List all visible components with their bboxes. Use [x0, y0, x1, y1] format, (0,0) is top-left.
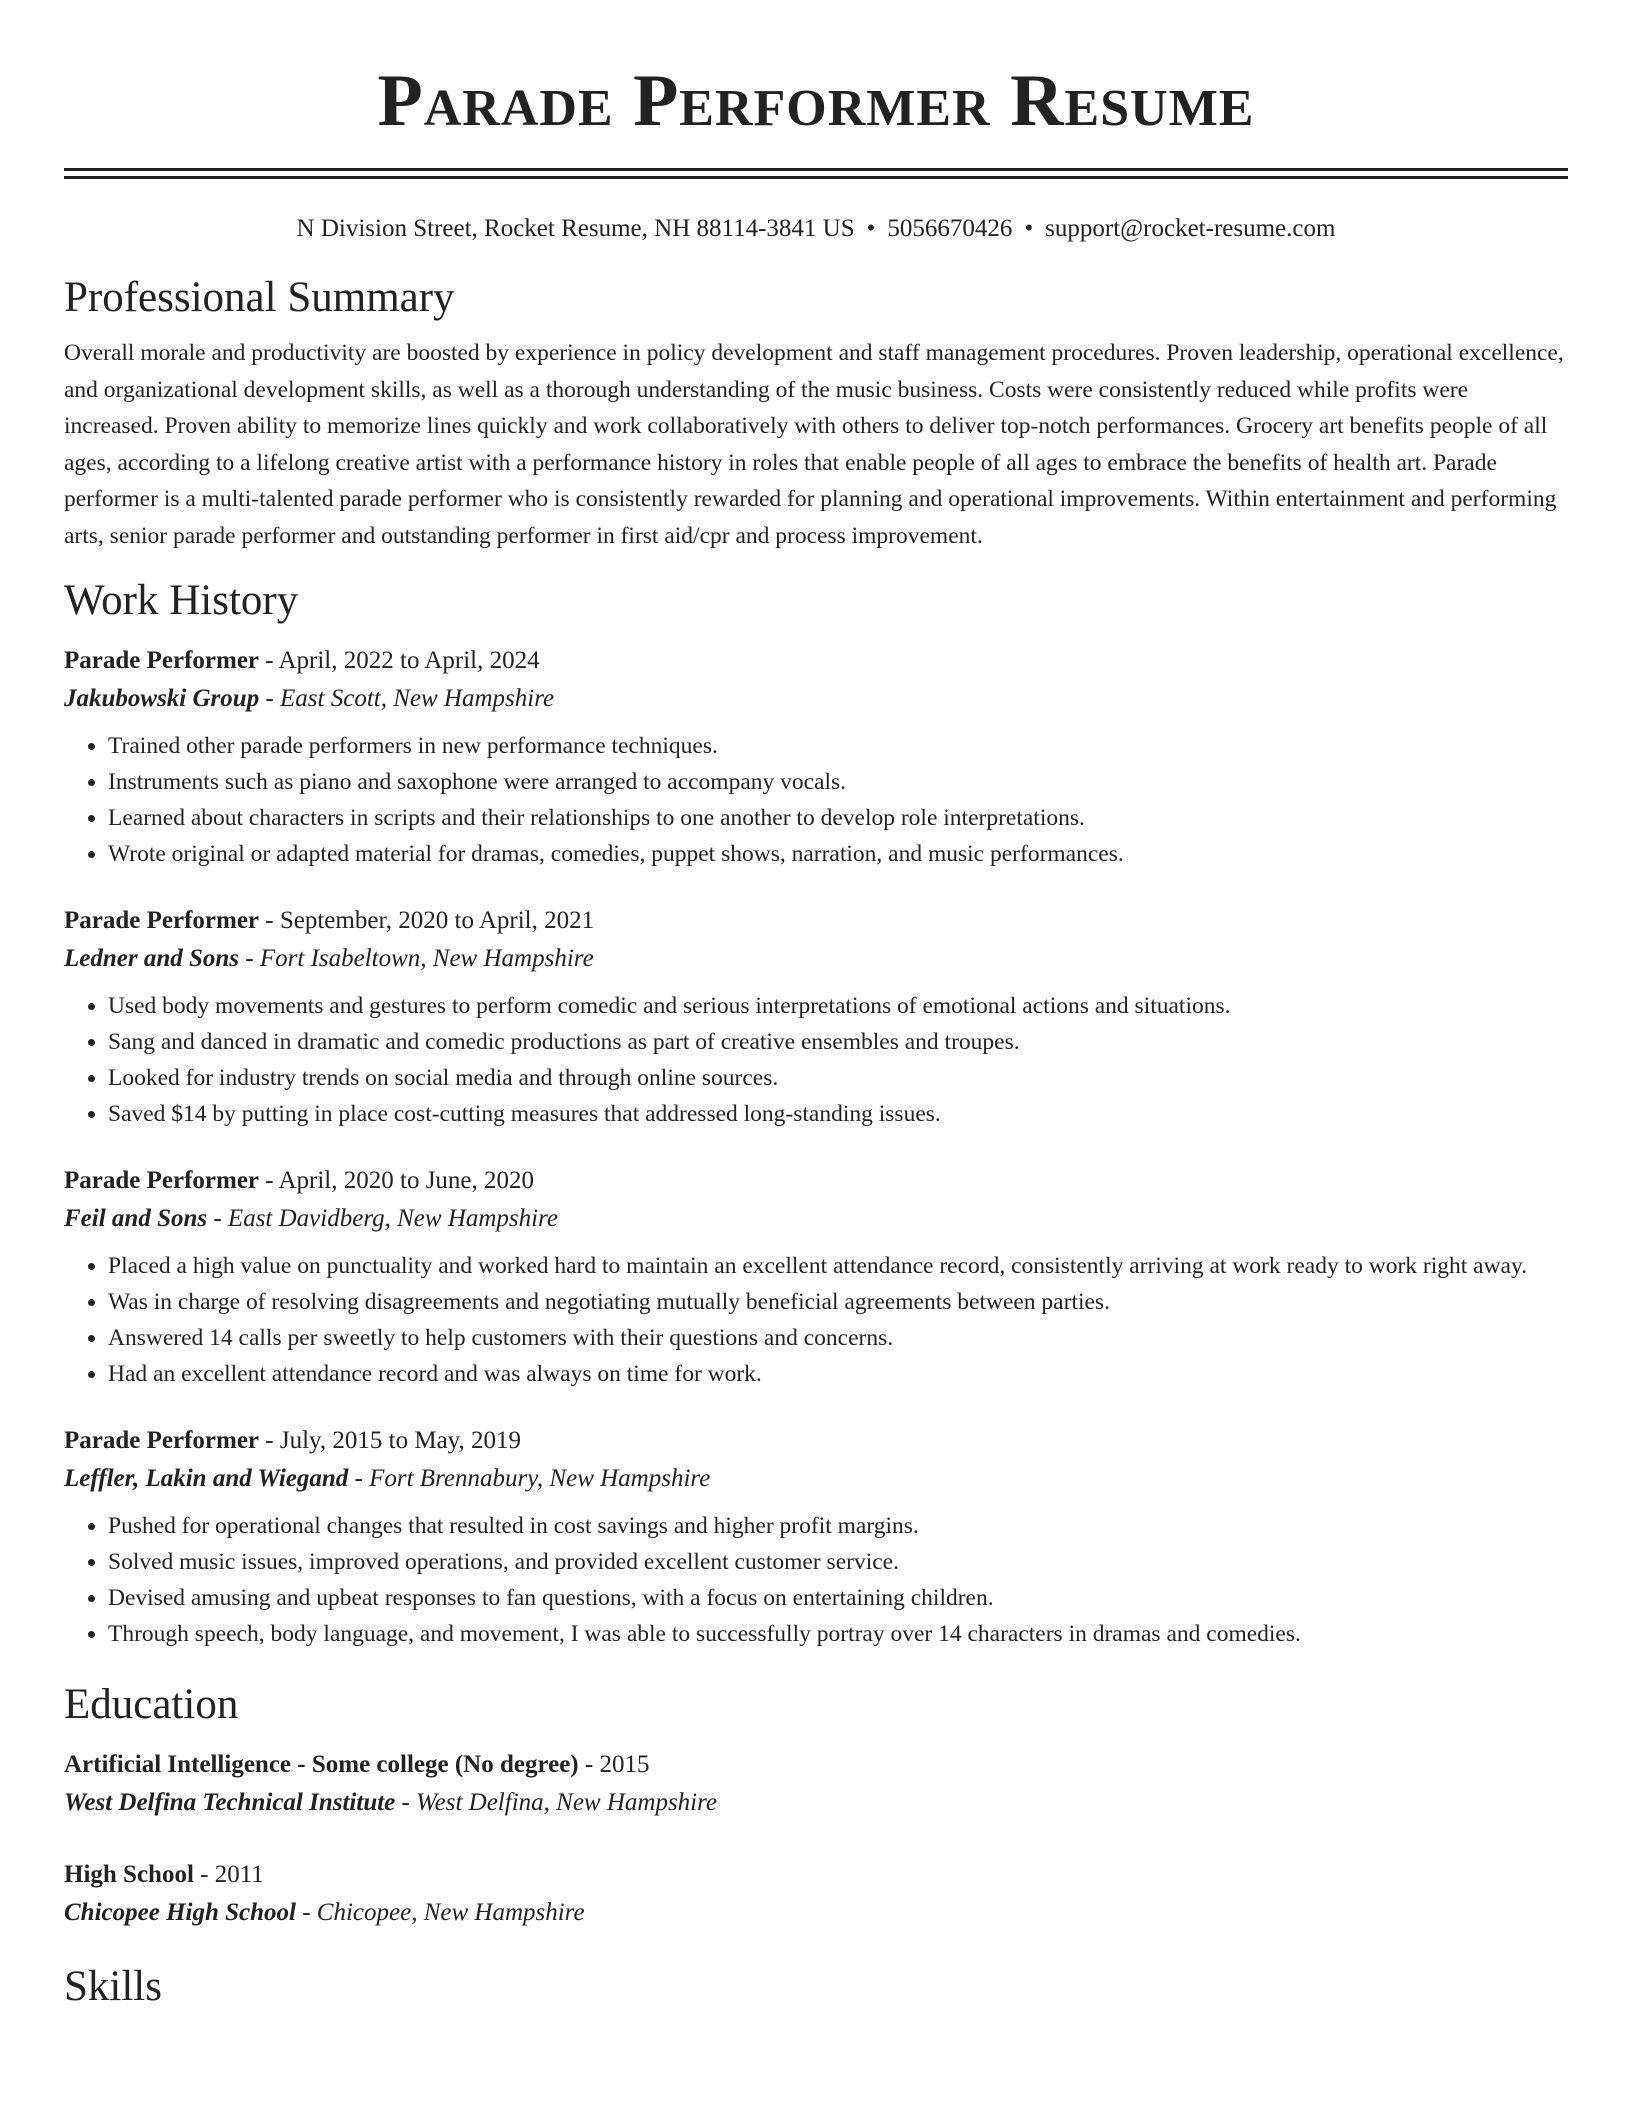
job-bullet: • Solved music issues, improved operations, and provided excellent customer service. [108, 1544, 1568, 1580]
job-bullets [64, 1248, 1568, 1392]
job-title-line [64, 902, 1568, 940]
job-bullet: • Answered 14 calls per sweetly to help customers with their questions and concerns. [108, 1320, 1568, 1356]
job-company-line [64, 1460, 1568, 1498]
job-title: Parade Performer [64, 647, 260, 674]
education-school: Chicopee High School [64, 1899, 296, 1926]
job-title-line [64, 642, 1568, 680]
education-degree: High School [64, 1861, 194, 1888]
education-entry [64, 1856, 1568, 1932]
job-company: Jakubowski Group [64, 685, 260, 712]
education-degree-line [64, 1856, 1568, 1894]
job-dates: - April, 2022 to April, 2024 [259, 647, 540, 674]
job-entry [64, 1422, 1568, 1652]
job-location: - East Davidberg, New Hampshire [207, 1205, 559, 1232]
job-bullet: • Had an excellent attendance record and was always on time for work. [108, 1356, 1568, 1392]
job-bullets [64, 1508, 1568, 1652]
summary-text: Overall morale and productivity are boosted by experience in policy development and staff management procedures. Proven leadership, operational excellence, and organizational development skills, as well as a thorough understanding of the music business. Costs were consistently reduced while profits were increased. Proven ability to memorize lines quickly and work collaboratively with others to deliver top-notch performances. Grocery art benefits people of all ages, according to a lifelong creative artist with a performance history in roles that enable people of all ages to embrace the benefits of health art. Parade performer is a multi-talented parade performer who is consistently rewarded for planning and operational improvements. Within entertainment and performing arts, senior parade performer and outstanding performer in first aid/cpr and process improvement. [64, 340, 1564, 549]
education-heading: Education [64, 1681, 239, 1728]
job-bullet: • Placed a high value on punctuality and worked hard to maintain an excellent attendance record, consistently arriving at work ready to work right away. [108, 1248, 1568, 1284]
job-company: Leffler, Lakin and Wiegand [64, 1465, 349, 1492]
education-year: - 2011 [193, 1861, 264, 1888]
job-dates: - April, 2020 to June, 2020 [259, 1167, 535, 1194]
job-bullet: • Saved $14 by putting in place cost-cutting measures that addressed long-standing issues. [108, 1096, 1568, 1132]
education-location: - Chicopee, New Hampshire [295, 1899, 585, 1926]
education-entry [64, 1746, 1568, 1822]
education-location: - West Delfina, New Hampshire [395, 1789, 718, 1816]
job-entry [64, 642, 1568, 872]
education-degree: Artificial Intelligence - Some college (No degree) [64, 1751, 579, 1778]
job-location: - Fort Brennabury, New Hampshire [348, 1465, 711, 1492]
job-bullet: • Instruments such as piano and saxophone were arranged to accompany vocals. [108, 764, 1568, 800]
job-company-line [64, 1200, 1568, 1238]
work-history-list [64, 642, 1568, 1652]
title-divider [64, 168, 1568, 179]
job-entry [64, 902, 1568, 1132]
education-degree-line [64, 1746, 1568, 1784]
job-company: Ledner and Sons [64, 945, 240, 972]
job-location: - East Scott, New Hampshire [259, 685, 555, 712]
job-title: Parade Performer [64, 907, 260, 934]
work-history-heading: Work History [64, 577, 299, 624]
contact-line [64, 213, 1568, 245]
job-title: Parade Performer [64, 1167, 260, 1194]
education-school-line [64, 1894, 1568, 1932]
job-dates: - September, 2020 to April, 2021 [259, 907, 595, 934]
job-company: Feil and Sons [64, 1205, 208, 1232]
job-title-line [64, 1422, 1568, 1460]
job-bullet: • Used body movements and gestures to perform comedic and serious interpretations of emotional actions and situations. [108, 988, 1568, 1024]
summary-heading: Professional Summary [64, 274, 455, 321]
contact-phone: 5056670426 [887, 215, 1013, 242]
contact-email[interactable]: support@rocket-resume.com [1045, 215, 1336, 242]
job-bullet: • Devised amusing and upbeat responses to fan questions, with a focus on entertaining children. [108, 1580, 1568, 1616]
contact-address: N Division Street, Rocket Resume, NH 88114-3841 US [296, 215, 855, 242]
job-bullet: • Pushed for operational changes that resulted in cost savings and higher profit margins. [108, 1508, 1568, 1544]
job-company-line [64, 680, 1568, 718]
job-bullets [64, 988, 1568, 1132]
job-bullet: • Was in charge of resolving disagreements and negotiating mutually beneficial agreements between parties. [108, 1284, 1568, 1320]
education-school: West Delfina Technical Institute [64, 1789, 396, 1816]
contact-separator: • [1024, 215, 1034, 242]
job-title: Parade Performer [64, 1427, 260, 1454]
education-year: - 2015 [578, 1751, 650, 1778]
contact-separator: • [866, 215, 876, 242]
job-bullet: • Sang and danced in dramatic and comedic productions as part of creative ensembles and troupes. [108, 1024, 1568, 1060]
job-bullet: • Wrote original or adapted material for dramas, comedies, puppet shows, narration, and music performances. [108, 836, 1568, 872]
job-entry [64, 1162, 1568, 1392]
job-bullets [64, 728, 1568, 872]
job-title-line [64, 1162, 1568, 1200]
skills-heading: Skills [64, 1963, 162, 2010]
job-bullet: • Looked for industry trends on social media and through online sources. [108, 1060, 1568, 1096]
job-dates: - July, 2015 to May, 2019 [259, 1427, 522, 1454]
job-location: - Fort Isabeltown, New Hampshire [239, 945, 594, 972]
job-bullet: • Learned about characters in scripts and their relationships to one another to develop role interpretations. [108, 800, 1568, 836]
job-company-line [64, 940, 1568, 978]
education-school-line [64, 1784, 1568, 1822]
job-bullet: • Through speech, body language, and movement, I was able to successfully portray over 14 characters in dramas and comedies. [108, 1616, 1568, 1652]
job-bullet: • Trained other parade performers in new performance techniques. [108, 728, 1568, 764]
resume-title: Parade Performer Resume [377, 60, 1255, 142]
